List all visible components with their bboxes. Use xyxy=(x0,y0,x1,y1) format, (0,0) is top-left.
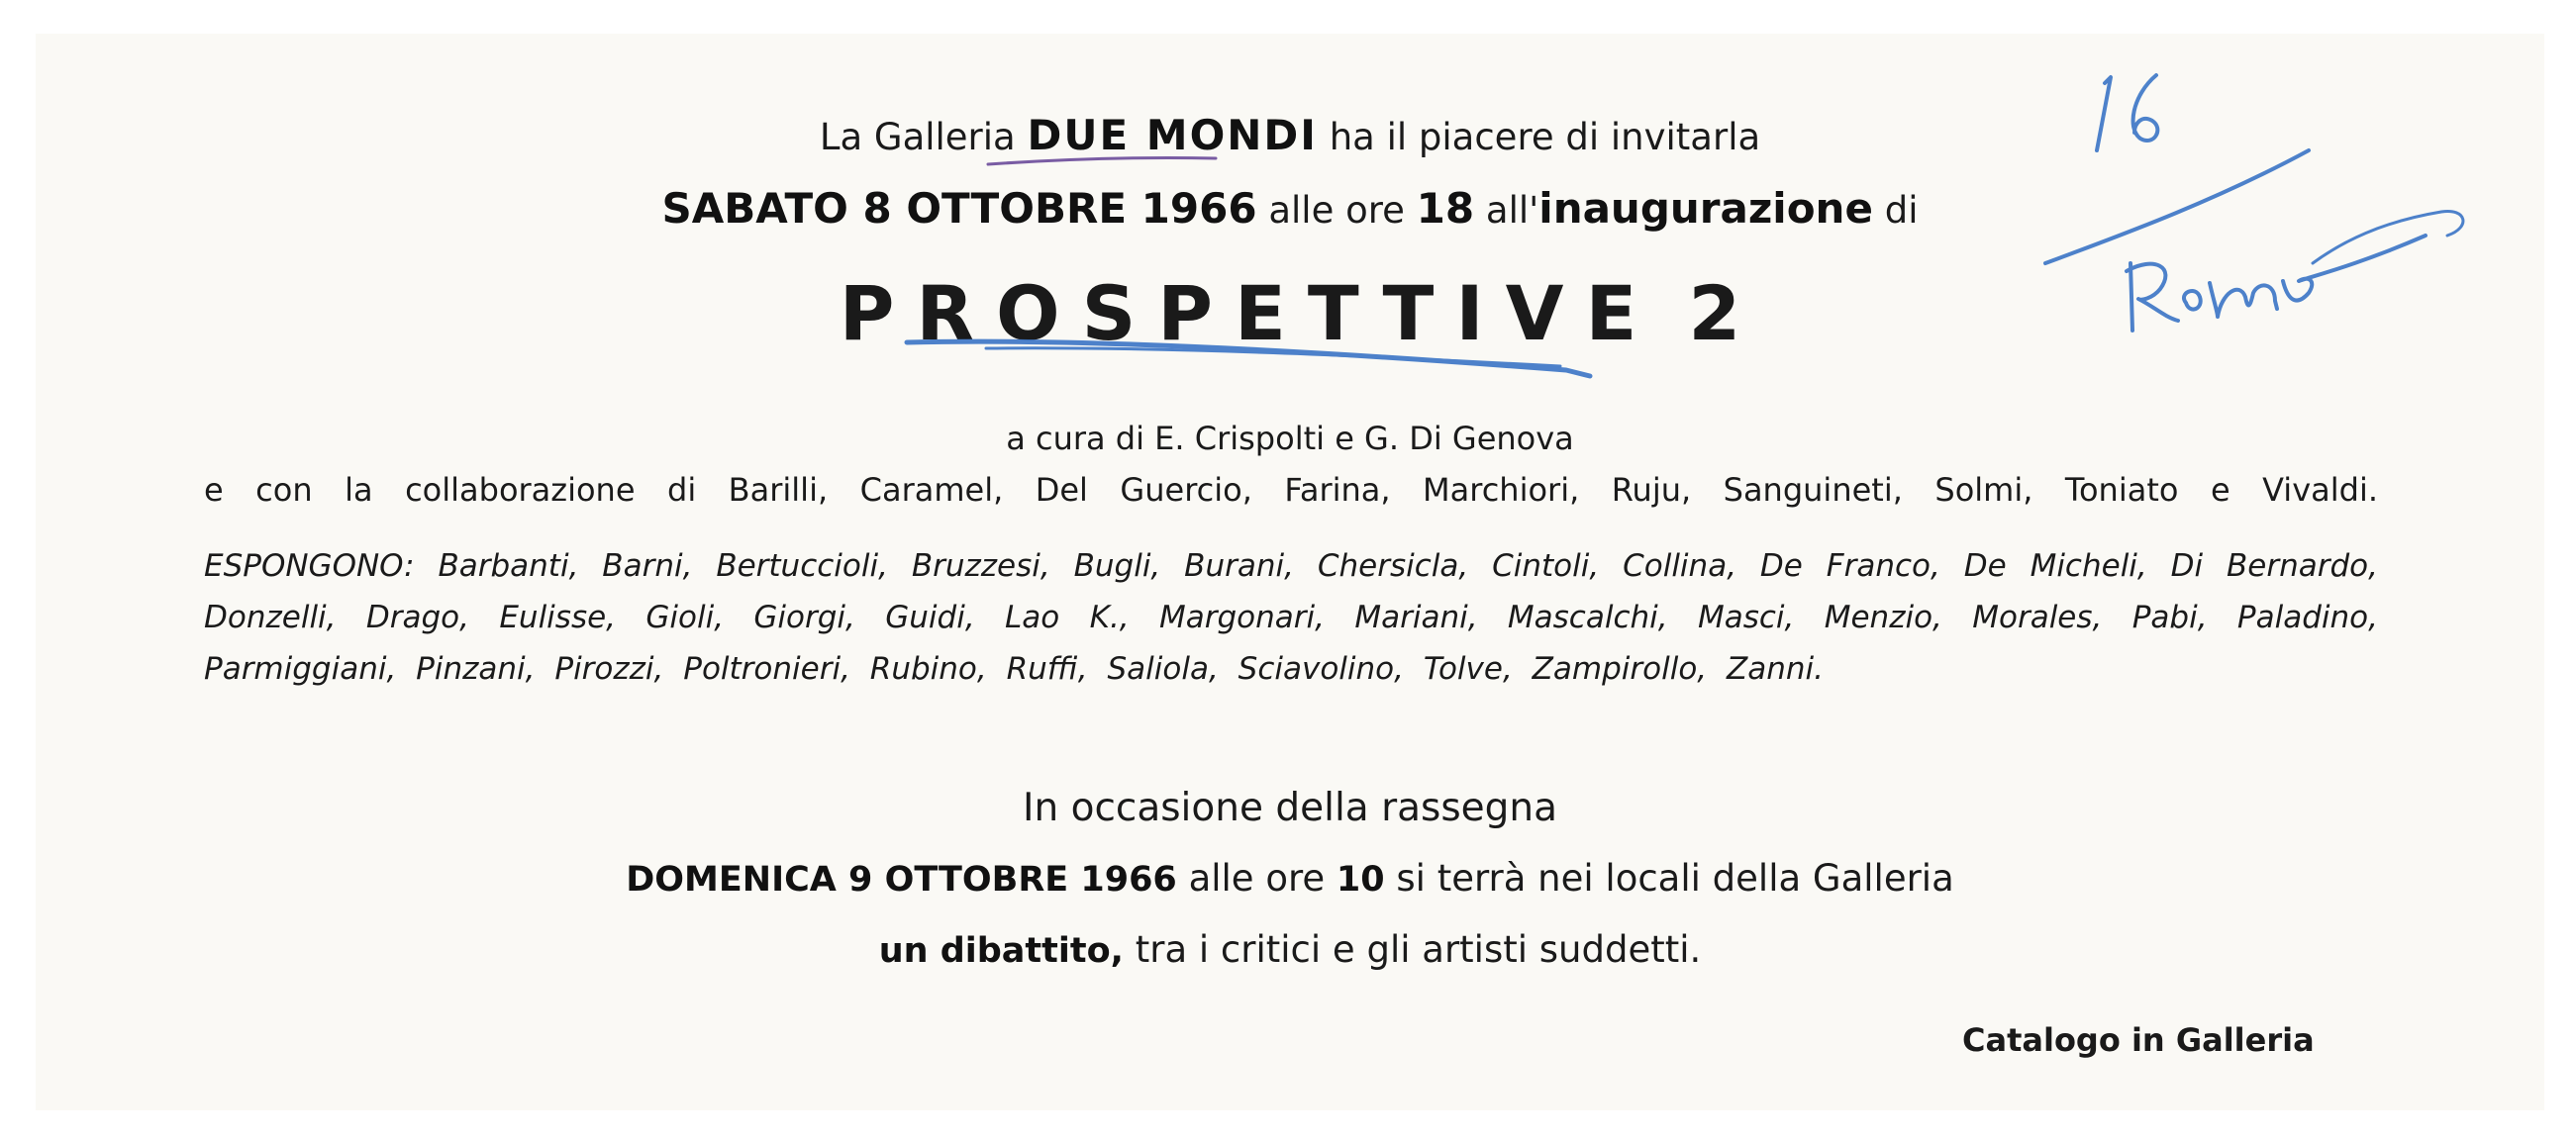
opening-prefix: La Galleria xyxy=(819,116,1016,158)
exhibitors-line-2: Donzelli, Drago, Eulisse, Gioli, Giorgi, Guidi, Lao K., Margonari, Mariani, Mascalchi, Masci, Menzio, Morales, Pabi, Paladino, xyxy=(204,600,2378,635)
inauguration-word: inaugurazione xyxy=(1538,184,1873,233)
exhibitors-line-3 xyxy=(204,651,2378,687)
inauguration-suffix: di xyxy=(1884,189,1919,232)
debate-time-prefix: alle ore xyxy=(1188,857,1326,900)
occasion-line: In occasione della rassegna xyxy=(1022,786,1558,830)
exhibitors-line-3-text: Parmiggiani, Pinzani, Pirozzi, Poltronieri, Rubino, Ruffi, Saliola, Sciavolino, Tolve, Zampirollo, Zanni. xyxy=(204,651,1824,687)
exhibitors-line-1: ESPONGONO: Barbanti, Barni, Bertuccioli, Bruzzesi, Bugli, Burani, Chersicla, Cintoli, Collina, De Franco, De Micheli, Di Bernardo, xyxy=(204,548,2378,584)
inauguration-line xyxy=(36,184,2544,233)
curated-by-line: a cura di E. Crispolti e G. Di Genova xyxy=(1006,420,1574,457)
debate-participants: tra i critici e gli artisti suddetti. xyxy=(1135,928,1702,971)
inauguration-apostrophe: all' xyxy=(1485,189,1539,232)
exhibition-title-number: 2 xyxy=(1688,269,1741,357)
exhibition-title xyxy=(36,269,2544,357)
inauguration-date: SABATO 8 OTTOBRE 1966 xyxy=(661,184,1257,233)
debate-line xyxy=(36,928,2544,971)
inauguration-hour: 18 xyxy=(1416,184,1475,233)
invitation-card xyxy=(36,34,2544,1110)
catalogue-note: Catalogo in Galleria xyxy=(1962,1021,2315,1059)
inauguration-time-prefix: alle ore xyxy=(1268,189,1405,232)
debate-date: DOMENICA 9 OTTOBRE 1966 xyxy=(626,860,1177,900)
collaboration-line: e con la collaborazione di Barilli, Caramel, Del Guercio, Farina, Marchiori, Ruju, Sanguineti, Solmi, Toniato e Vivaldi. xyxy=(204,471,2378,509)
debate-location: si terrà nei locali della Galleria xyxy=(1396,857,1954,900)
gallery-name: DUE MONDI xyxy=(1027,111,1318,159)
exhibition-title-main: PROSPETTIVE xyxy=(839,269,1659,357)
opening-suffix: ha il piacere di invitarla xyxy=(1329,116,1761,158)
debate-event: un dibattito, xyxy=(878,931,1124,971)
debate-hour: 10 xyxy=(1336,860,1385,900)
invitation-opening-line xyxy=(36,111,2544,159)
debate-date-line xyxy=(36,857,2544,900)
